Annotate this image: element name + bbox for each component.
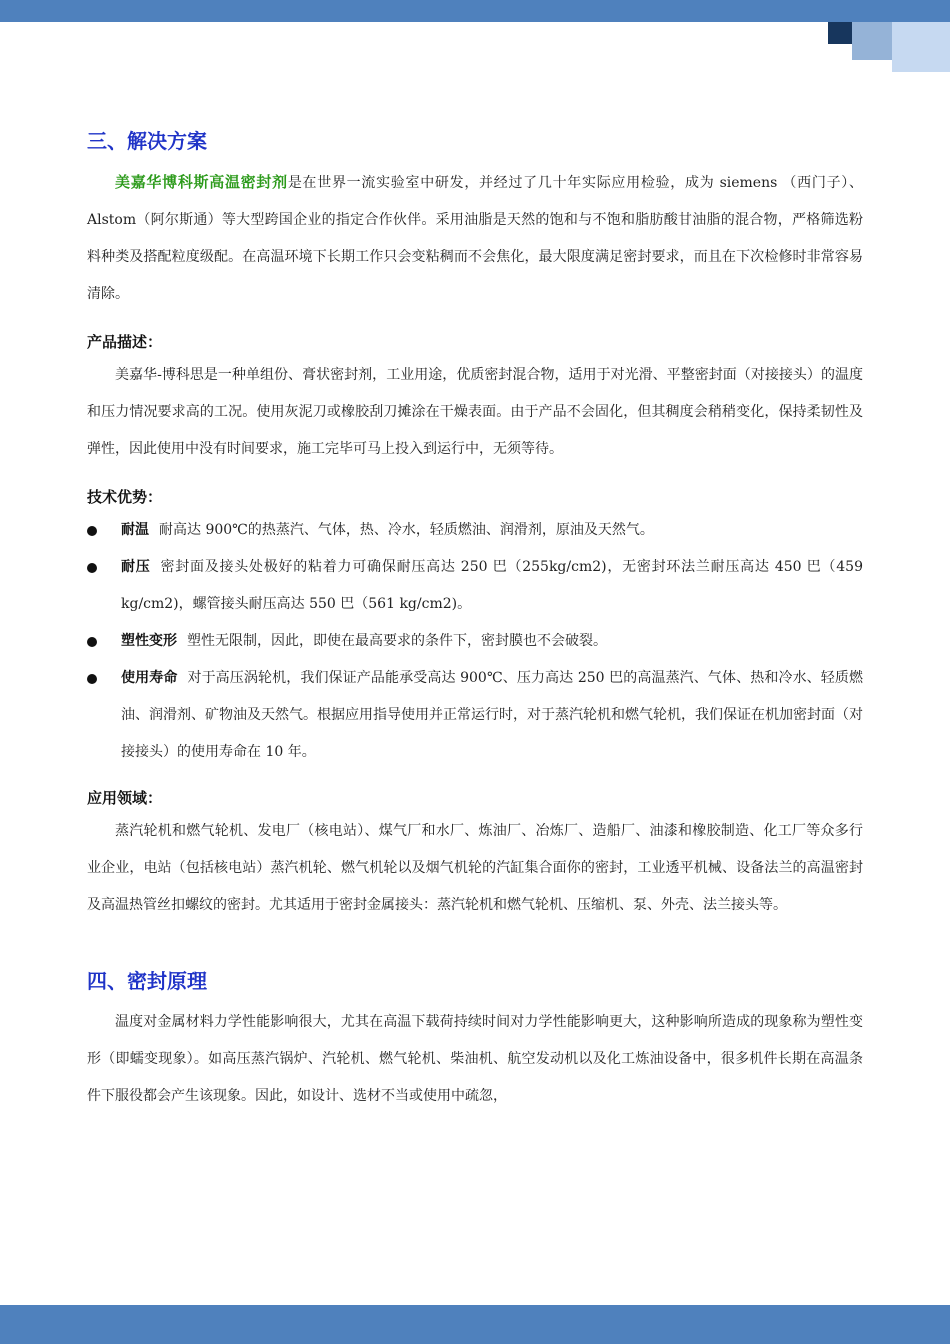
advantage-text: 密封面及接头处极好的粘着力可确保耐压高达 250 巴（255kg/cm2)，无密封环法兰耐压高达 450 巴（459 kg/cm2)，螺管接头耐压高达 550 巴（561 kg/cm2)。 [121, 559, 863, 612]
advantage-item [87, 512, 863, 549]
bullet-icon [87, 637, 97, 647]
product-description-text: 美嘉华-博科思是一种单组份、膏状密封剂，工业用途，优质密封混合物，适用于对光滑、平整密封面（对接接头）的温度和压力情况要求高的工况。使用灰泥刀或橡胶刮刀摊涂在干燥表面。由于产品不会固化，但其稠度会稍稍变化，保持柔韧性及弹性，因此使用中没有时间要求，施工完毕可马上投入到运行中，无须等待。 [87, 367, 863, 457]
header-corner-square-light [892, 22, 950, 72]
advantage-term: 使用寿命 [121, 670, 178, 686]
technical-advantages-title: 技术优势： [87, 488, 163, 506]
bullet-icon [87, 526, 97, 536]
advantage-term: 耐压 [121, 559, 151, 575]
product-description-title: 产品描述： [87, 333, 163, 351]
advantage-text: 塑性无限制，因此，即使在最高要求的条件下，密封膜也不会破裂。 [187, 633, 607, 649]
section-4-title: 四、密封原理 [87, 969, 207, 993]
advantage-text: 耐高达 900℃的热蒸汽、气体，热、冷水，轻质燃油、润滑剂，原油及天然气。 [159, 522, 654, 538]
section-3-title: 三、解决方案 [87, 129, 207, 153]
footer-bar [0, 1305, 950, 1344]
intro-text: 是在世界一流实验室中研发，并经过了几十年实际应用检验，成为 siemens （西门子）、Alstom（阿尔斯通）等大型跨国企业的指定合作伙伴。采用油脂是天然的饱和与不饱和脂肪酸甘油脂的混合物，严格筛选粉料种类及搭配粒度级配。在高温环境下长期工作只会变粘稠而不会焦化，最大限度满足密封要求，而且在下次检修时非常容易清除。 [87, 175, 863, 302]
header-corner-square-dark [828, 22, 852, 44]
application-fields-title: 应用领域： [87, 789, 163, 807]
document-body [87, 124, 863, 1115]
section-4-text: 温度对金属材料力学性能影响很大，尤其在高温下载荷持续时间对力学性能影响更大，这种影响所造成的现象称为塑性变形（即蠕变现象）。如高压蒸汽锅炉、汽轮机、燃气轮机、柴油机、航空发动机以及化工炼油设备中，很多机件长期在高温条件下服役都会产生该现象。因此，如设计、选材不当或使用中疏忽， [87, 1014, 863, 1104]
advantage-term: 塑性变形 [121, 633, 177, 649]
header-corner-square-mid [852, 22, 892, 60]
intro-paragraph [87, 164, 863, 313]
advantage-item [87, 623, 863, 660]
advantage-item [87, 660, 863, 771]
brand-name: 美嘉华博科斯高温密封剂 [115, 173, 288, 191]
bullet-icon [87, 563, 97, 573]
advantage-text: 对于高压涡轮机，我们保证产品能承受高达 900℃、压力高达 250 巴的高温蒸汽、气体、热和冷水、轻质燃油、润滑剂、矿物油及天然气。根据应用指导使用并正常运行时，对于蒸汽轮机和燃气轮机，我们保证在机加密封面（对接接头）的使用寿命在 10 年。 [121, 670, 864, 760]
header-bar [0, 0, 950, 22]
advantage-item [87, 549, 863, 623]
bullet-icon [87, 674, 97, 684]
advantage-term: 耐温 [121, 522, 149, 538]
application-fields-text: 蒸汽轮机和燃气轮机、发电厂（核电站）、煤气厂和水厂、炼油厂、冶炼厂、造船厂、油漆和橡胶制造、化工厂等众多行业企业，电站（包括核电站）蒸汽机轮、燃气机轮以及烟气机轮的汽缸集合面你的密封，工业透平机械、设备法兰的高温密封及高温热管丝扣螺纹的密封。尤其适用于密封金属接头：蒸汽轮机和燃气轮机、压缩机、泵、外壳、法兰接头等。 [87, 823, 863, 913]
advantages-list [87, 512, 863, 771]
